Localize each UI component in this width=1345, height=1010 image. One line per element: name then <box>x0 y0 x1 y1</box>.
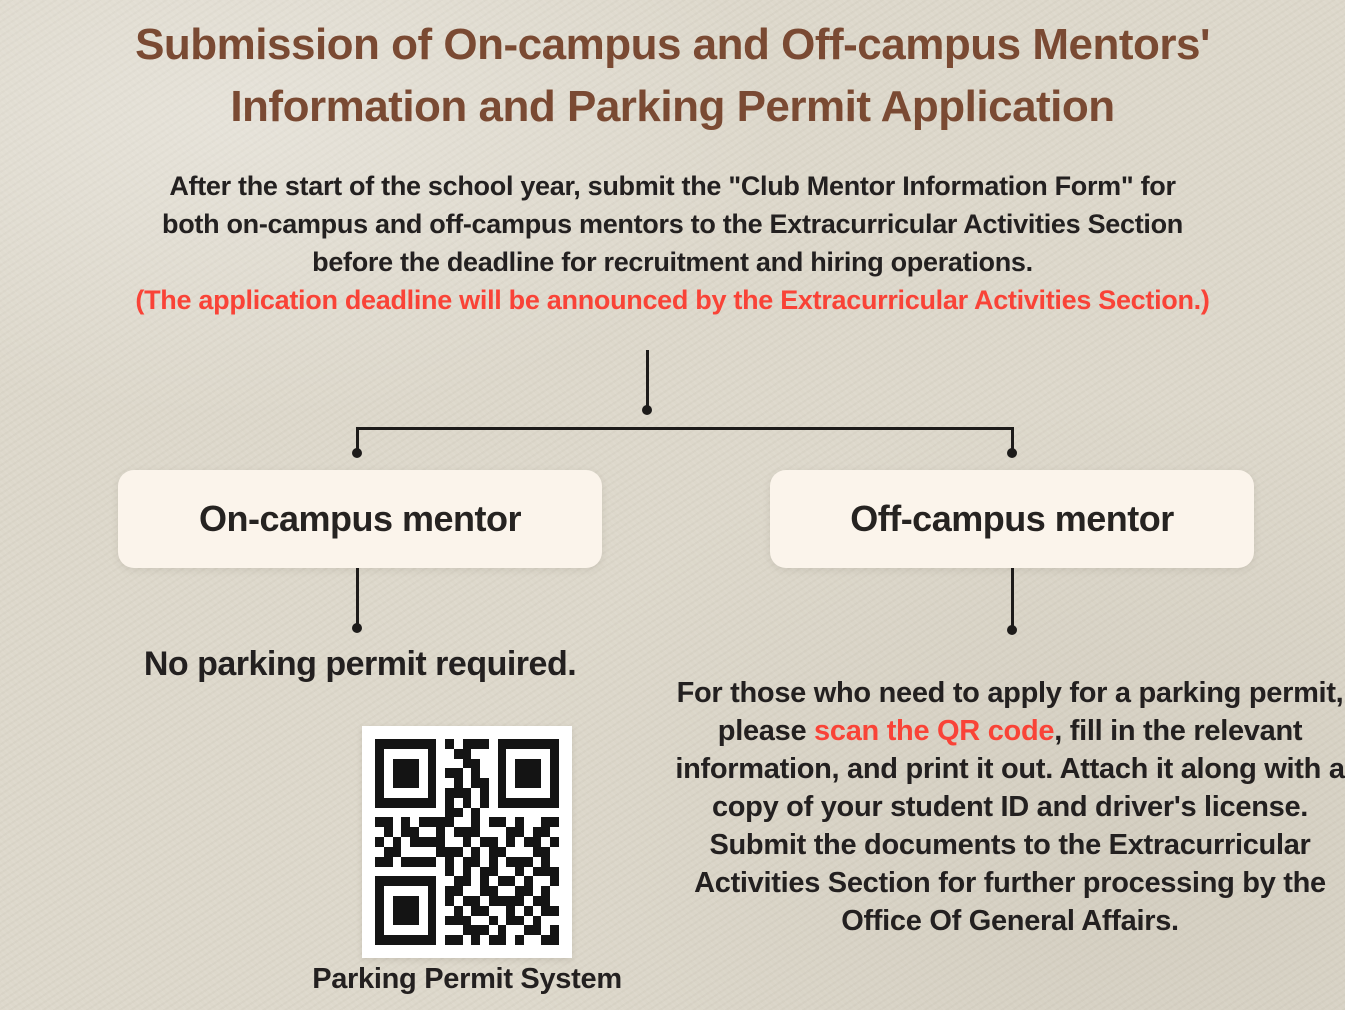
qr-code-icon <box>375 739 559 945</box>
on-campus-mentor-label: On-campus mentor <box>198 498 522 539</box>
intro-line-2: both on-campus and off-campus mentors to the Extracurricular Activities Section <box>162 209 1183 239</box>
off-campus-mentor-label: Off-campus mentor <box>850 498 1174 539</box>
connector-right-dot <box>1007 448 1017 458</box>
connector-right-stub <box>1011 427 1014 449</box>
on-campus-mentor-box <box>118 470 602 568</box>
no-permit-text: No parking permit required. <box>143 645 577 683</box>
page-title <box>0 14 1345 138</box>
instructions-red-highlight: scan the QR code <box>814 715 1055 747</box>
off-campus-mentor-box <box>770 470 1254 568</box>
qr-caption: Parking Permit System <box>312 963 622 995</box>
connector-root-dot <box>642 405 652 415</box>
connector-left-stub <box>356 427 359 449</box>
instructions-before: For those who need to apply for a parking permit, please <box>676 677 1344 747</box>
intro-text <box>0 167 1345 319</box>
qr-card <box>362 726 572 958</box>
connector-right-branch-dot <box>1007 625 1017 635</box>
connector-right-branch-line <box>1011 568 1014 626</box>
title-line-1: Submission of On-campus and Off-campus Mentors' <box>135 20 1210 69</box>
connector-left-dot <box>352 448 362 458</box>
connector-root-stem <box>646 350 649 406</box>
intro-line-1: After the start of the school year, submit the "Club Mentor Information Form" for <box>169 171 1176 201</box>
instructions-after: , fill in the relevant information, and print it out. Attach it along with a copy of your student ID and driver's license. Submit the documents to the Extracurricular Activities Section for further processing by the Office Of General Affairs. <box>675 715 1345 937</box>
connector-left-branch-dot <box>352 623 362 633</box>
intro-line-3: before the deadline for recruitment and hiring operations. <box>312 247 1033 277</box>
connector-horizontal-bar <box>356 427 1014 430</box>
connector-left-branch-line <box>356 568 359 624</box>
title-line-2: Information and Parking Permit Application <box>230 82 1115 131</box>
off-campus-instructions <box>672 674 1345 940</box>
deadline-note: (The application deadline will be announced by the Extracurricular Activities Section.) <box>135 285 1210 315</box>
